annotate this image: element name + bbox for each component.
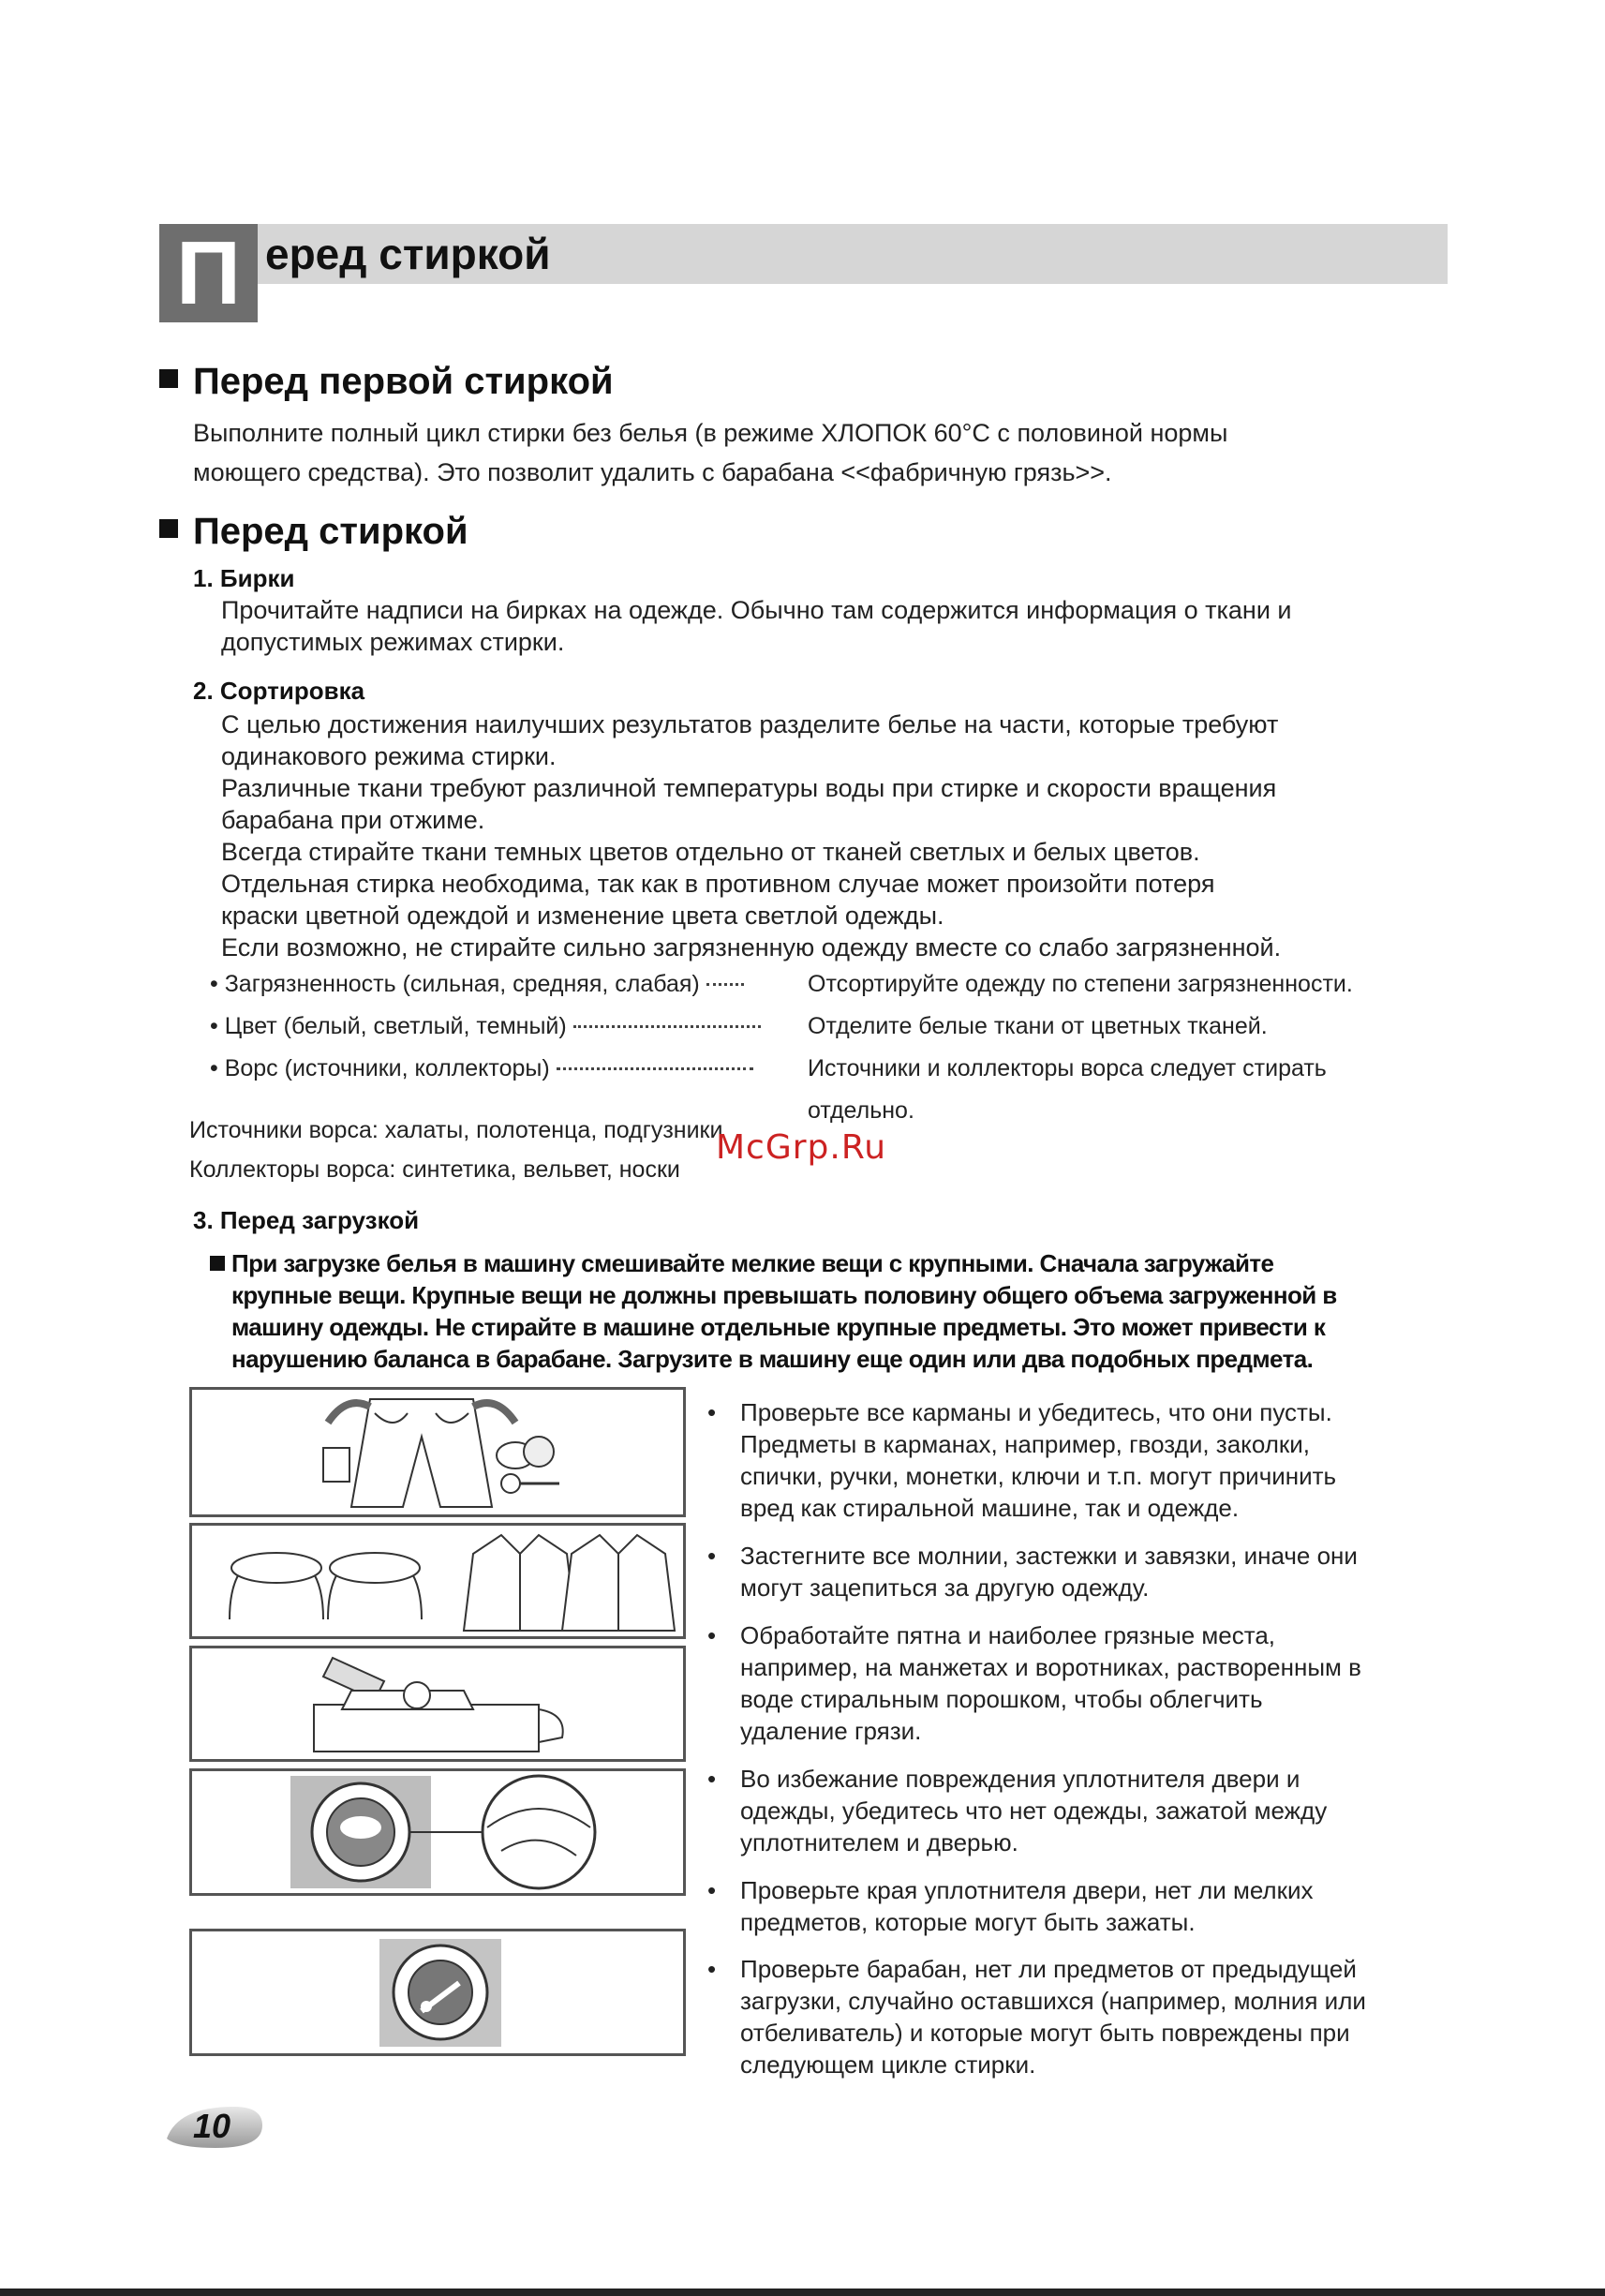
bullet-item bbox=[707, 1953, 1366, 2080]
text-line: могут зацепиться за другую одежду. bbox=[740, 1573, 1150, 1602]
loading-warning bbox=[231, 1247, 1337, 1375]
sorting-advice: Отсортируйте одежду по степени загрязненности. bbox=[808, 971, 1353, 997]
bullet-dot-icon: • bbox=[707, 1876, 717, 1904]
bullet-item bbox=[707, 1763, 1327, 1858]
sorting-advice: Отделите белые ткани от цветных тканей. bbox=[808, 1013, 1268, 1039]
text-line: барабана при отжиме. bbox=[221, 806, 485, 834]
bullet-dot-icon: • bbox=[707, 1621, 717, 1649]
bullet-dot-icon: • bbox=[707, 1765, 717, 1793]
text-line: следующем цикле стирки. bbox=[740, 2050, 1036, 2079]
text-line: удаление грязи. bbox=[740, 1717, 922, 1745]
section-heading-text: Перед первой стиркой bbox=[193, 361, 614, 402]
text-line: Предметы в карманах, например, гвозди, заколки, bbox=[740, 1430, 1311, 1458]
text-line: допустимых режимах стирки. bbox=[221, 628, 565, 656]
section-heading-text: Перед стиркой bbox=[193, 511, 468, 552]
square-bullet-icon bbox=[159, 369, 178, 388]
text-line: Во избежание повреждения уплотнителя двери и bbox=[740, 1765, 1300, 1793]
text-line: Отдельная стирка необходима, так как в противном случае может произойти потеря bbox=[221, 870, 1215, 898]
lint-note: Источники ворса: халаты, полотенца, подгузники bbox=[189, 1117, 723, 1143]
bullet-dot-icon: • bbox=[707, 1542, 717, 1570]
sorting-row bbox=[210, 1055, 753, 1082]
bullet-item bbox=[707, 1540, 1358, 1603]
text-line: одежды, убедитесь что нет одежды, зажатой между bbox=[740, 1797, 1328, 1825]
sorting-criterion: • Цвет (белый, светлый, темный) bbox=[210, 1013, 567, 1039]
text-line: С целью достижения наилучших результатов разделите белье на части, которые требуют bbox=[221, 710, 1279, 738]
text-line: Проверьте барабан, нет ли предметов от предыдущей bbox=[740, 1955, 1357, 1983]
leader-dots bbox=[557, 1067, 753, 1070]
page-title: еред стиркой bbox=[265, 230, 551, 278]
leader-dots bbox=[706, 983, 744, 986]
text-line: краски цветной одеждой и изменение цвета светлой одежды. bbox=[221, 902, 944, 930]
text-line: нарушению баланса в барабане. Загрузите в машину еще один или два подобных предмета. bbox=[231, 1345, 1314, 1373]
section-heading-first-wash bbox=[159, 361, 614, 403]
text-line: предметов, которые могут быть зажаты. bbox=[740, 1908, 1196, 1936]
bullet-item bbox=[707, 1396, 1336, 1524]
text-line: отбеливатель) и которые могут быть повреждены при bbox=[740, 2019, 1350, 2047]
leader-dots bbox=[573, 1025, 761, 1028]
text-line: Застегните все молнии, застежки и завязки, иначе они bbox=[740, 1542, 1358, 1570]
text-line: Проверьте края уплотнителя двери, нет ли мелких bbox=[740, 1876, 1314, 1904]
square-bullet-icon bbox=[210, 1256, 225, 1271]
text-line: машину одежды. Не стирайте в машине отдельные крупные предметы. Это может привести к bbox=[231, 1313, 1326, 1341]
text-line: вред как стиральной машине, так и одежде. bbox=[740, 1494, 1240, 1522]
sorting-row bbox=[210, 971, 744, 998]
item-heading-before-loading: 3. Перед загрузкой bbox=[193, 1206, 420, 1234]
sorting-criterion: • Ворс (источники, коллекторы) bbox=[210, 1055, 550, 1081]
text-line: воде стиральным порошком, чтобы облегчить bbox=[740, 1685, 1263, 1713]
item-heading-labels: 1. Бирки bbox=[193, 564, 295, 592]
drum-check-illustration-icon bbox=[189, 1929, 686, 2056]
text-line: Различные ткани требуют различной температуры воды при стирке и скорости вращения bbox=[221, 774, 1277, 802]
text-line: загрузки, случайно оставшихся (например, молния или bbox=[740, 1987, 1366, 2015]
text-line: Обработайте пятна и наиболее грязные места, bbox=[740, 1621, 1276, 1649]
text-line: например, на манжетах и воротниках, растворенным в bbox=[740, 1653, 1361, 1681]
first-wash-text bbox=[193, 413, 1227, 492]
lint-note: Коллекторы ворса: синтетика, вельвет, носки bbox=[189, 1156, 680, 1183]
text-line: моющего средства). Это позволит удалить с барабана <<фабричную грязь>>. bbox=[193, 458, 1112, 486]
labels-text bbox=[221, 594, 1292, 658]
page-number: 10 bbox=[193, 2107, 231, 2145]
fasteners-illustration-icon bbox=[189, 1523, 686, 1639]
item-heading-sorting: 2. Сортировка bbox=[193, 677, 365, 705]
text-line: Если возможно, не стирайте сильно загрязненную одежду вместе со слабо загрязненной. bbox=[221, 933, 1282, 962]
page-number-badge bbox=[159, 2099, 272, 2160]
text-line: спички, ручки, монетки, ключи и т.п. могут причинить bbox=[740, 1462, 1337, 1490]
bullet-dot-icon: • bbox=[707, 1955, 717, 1983]
bottom-border bbox=[0, 2289, 1605, 2296]
pockets-illustration-icon bbox=[189, 1387, 686, 1517]
text-line: крупные вещи. Крупные вещи не должны превышать половину общего объема загруженной в bbox=[231, 1281, 1337, 1309]
sorting-criterion: • Загрязненность (сильная, средняя, слабая) bbox=[210, 971, 700, 997]
text-line: Всегда стирайте ткани темных цветов отдельно от тканей светлых и белых цветов. bbox=[221, 838, 1200, 866]
header-initial-letter: П bbox=[176, 223, 241, 323]
text-line: Проверьте все карманы и убедитесь, что они пусты. bbox=[740, 1398, 1332, 1426]
sorting-text bbox=[221, 708, 1281, 963]
text-line: При загрузке белья в машину смешивайте мелкие вещи с крупными. Сначала загружайте bbox=[231, 1249, 1274, 1277]
text-line: Прочитайте надписи на бирках на одежде. Обычно там содержится информация о ткани и bbox=[221, 596, 1292, 624]
text-line: Выполните полный цикл стирки без белья (в режиме ХЛОПОК 60°С с половиной нормы bbox=[193, 419, 1228, 447]
bullet-dot-icon: • bbox=[707, 1398, 717, 1426]
bullet-item bbox=[707, 1619, 1361, 1747]
section-heading-before-wash bbox=[159, 511, 468, 553]
sorting-advice-cont: отдельно. bbox=[808, 1097, 914, 1124]
bullet-item bbox=[707, 1874, 1314, 1938]
text-line: одинакового режима стирки. bbox=[221, 742, 557, 770]
stain-treatment-illustration-icon bbox=[189, 1646, 686, 1762]
square-bullet-icon bbox=[159, 519, 178, 538]
door-seal-illustration-icon bbox=[189, 1768, 686, 1896]
sorting-row bbox=[210, 1013, 761, 1040]
watermark: McGrp.Ru bbox=[716, 1128, 887, 1167]
sorting-advice: Источники и коллекторы ворса следует стирать bbox=[808, 1055, 1327, 1081]
text-line: уплотнителем и дверью. bbox=[740, 1828, 1018, 1856]
